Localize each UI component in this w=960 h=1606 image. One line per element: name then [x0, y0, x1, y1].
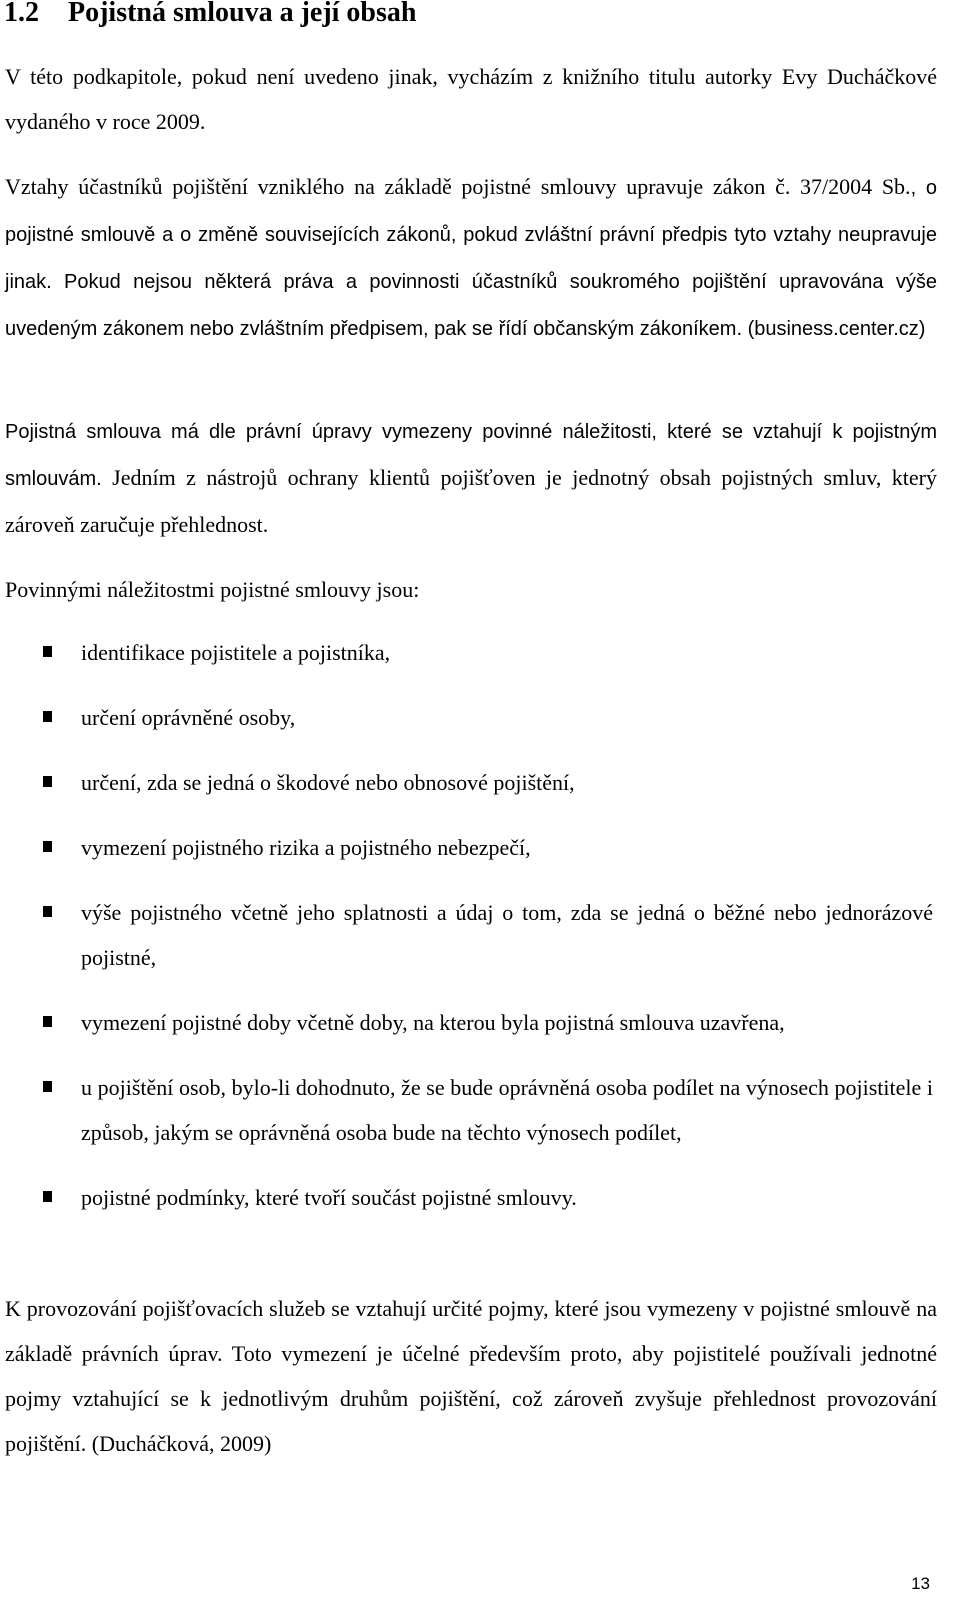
- list-item: [0, 890, 933, 980]
- list-item: [0, 1065, 933, 1155]
- paragraph-requirements-start: Pojistná smlouva má dle právní úpravy vymezeny povinné náležitosti, které se vztahují k pojistným smlouvám.: [5, 421, 937, 490]
- section-number: 1.2: [4, 0, 39, 28]
- list-item-text: určení, zda se jedná o škodové nebo obnosové pojištění,: [81, 770, 575, 795]
- square-bullet-icon: [43, 776, 52, 787]
- paragraph-legal-basis-start: Vztahy účastníků pojištění vzniklého na základě pojistné smlouvy upravuje zákon č. 37/2004 Sb.: [5, 174, 911, 199]
- page-number: 13: [911, 1574, 930, 1593]
- list-item: [0, 1000, 933, 1045]
- list-item-text: pojistné podmínky, které tvoří součást pojistné smlouvy.: [81, 1185, 577, 1210]
- requirements-list: [0, 630, 960, 1240]
- square-bullet-icon: [43, 841, 52, 852]
- list-item: [0, 1175, 933, 1220]
- paragraph-intro: V této podkapitole, pokud není uvedeno jinak, vycházím z knižního titulu autorky Evy Ducháčkové vydaného v roce 2009.: [5, 64, 937, 134]
- list-item: [0, 630, 933, 675]
- list-item-text: identifikace pojistitele a pojistníka,: [81, 640, 391, 665]
- square-bullet-icon: [43, 1191, 52, 1202]
- list-item: [0, 695, 933, 740]
- paragraph-legal-basis: [5, 164, 937, 352]
- square-bullet-icon: [43, 711, 52, 722]
- list-item: [0, 825, 933, 870]
- list-item-text: určení oprávněné osoby,: [81, 705, 296, 730]
- square-bullet-icon: [43, 646, 52, 657]
- paragraph-requirements: [5, 408, 937, 547]
- list-item: [0, 760, 933, 805]
- list-item-text: vymezení pojistného rizika a pojistného nebezpečí,: [81, 835, 531, 860]
- paragraph-list-intro: Povinnými náležitostmi pojistné smlouvy jsou:: [5, 577, 420, 602]
- paragraph-conclusion: K provozování pojišťovacích služeb se vztahují určité pojmy, které jsou vymezeny v pojistné smlouvě na základě právních úprav. Toto vymezení je účelné především proto, aby pojistitelé používali jednotné pojmy vztahující se k jednotlivým druhům pojištění, což zároveň zvyšuje přehlednost provozování pojištění. (Ducháčková, 2009): [5, 1296, 937, 1456]
- list-item-text: vymezení pojistné doby včetně doby, na kterou byla pojistná smlouva uzavřena,: [81, 1010, 785, 1035]
- square-bullet-icon: [43, 906, 52, 917]
- paragraph-legal-basis-rest: , o pojistné smlouvě a o změně souvisejících zákonů, pokud zvláštní právní předpis tyto vztahy neupravuje jinak. Pokud nejsou některá práva a povinnosti účastníků soukromého pojištění upravována výše uvedeným zákonem nebo zvláštním předpisem, pak se řídí občanským zákoníkem. (business.center.cz): [5, 177, 937, 340]
- section-title: Pojistná smlouva a její obsah: [68, 0, 417, 28]
- list-item-text: u pojištění osob, bylo-li dohodnuto, že se bude oprávněná osoba podílet na výnosech pojistitele i způsob, jakým se oprávněná osoba bude na těchto výnosech podílet,: [81, 1075, 933, 1145]
- square-bullet-icon: [43, 1081, 52, 1092]
- paragraph-requirements-rest: Jedním z nástrojů ochrany klientů pojišťoven je jednotný obsah pojistných smluv, který zároveň zaručuje přehlednost.: [5, 465, 937, 537]
- list-item-text: výše pojistného včetně jeho splatnosti a údaj o tom, zda se jedná o běžné nebo jednorázové pojistné,: [81, 900, 933, 970]
- section-heading: [4, 0, 416, 30]
- square-bullet-icon: [43, 1016, 52, 1027]
